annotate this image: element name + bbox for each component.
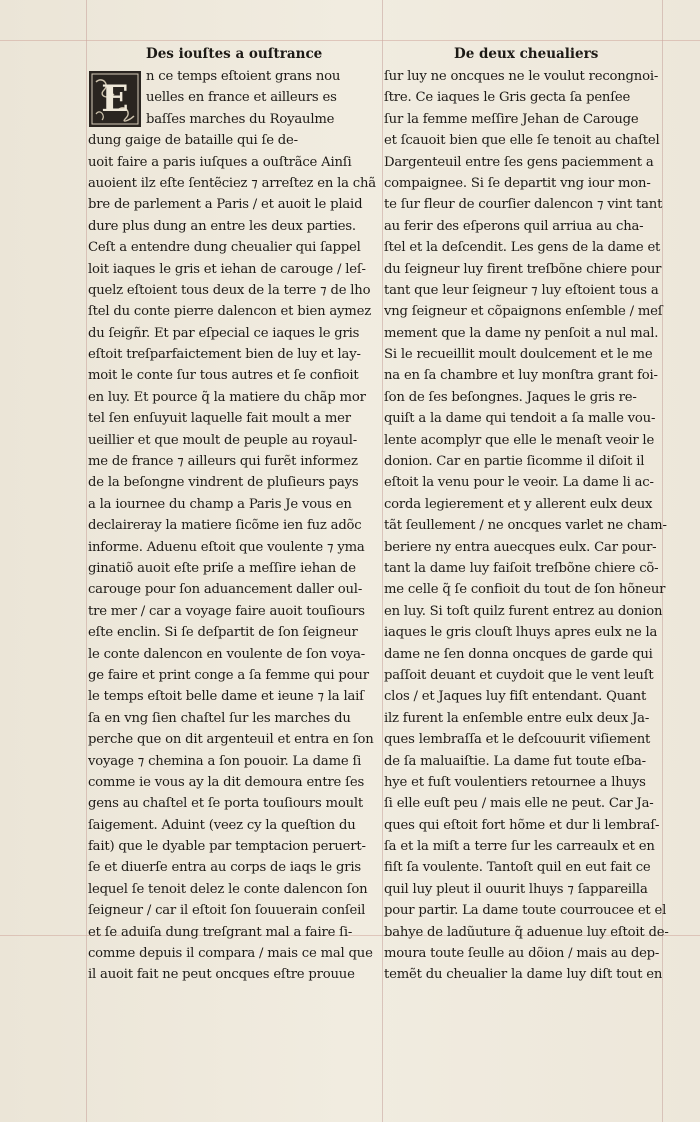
text-line: tant que leur ſeigneur ⁊ luy eſtoient tous a [384,282,659,298]
text-line: le temps eſtoit belle dame et ieune ⁊ la laiſ [88,689,364,705]
text-line: iaques le gris clouſt lhuys apres eulx ne la [384,625,658,641]
right-text-column [384,66,672,986]
text-line: uoit faire a paris iuſques a ouſtrãce Ainſi [88,154,352,170]
text-line: temẽt du cheualier la dame luy diſt tout en [384,967,663,983]
text-line: bre de parlement a Paris / et auoit le plaid [88,197,363,213]
text-line: quelz eſtoient tous deux de la terre ⁊ de lho [88,282,371,298]
text-line: gens au chaſtel et ſe porta touſiours moult [88,796,363,812]
text-line: de la beſongne vindrent de pluſieurs pays [88,475,359,491]
text-line: ſi elle euſt peu / mais elle ne peut. Car Ja- [384,796,654,812]
text-line: Dargenteuil entre ſes gens paciemment a [384,154,654,170]
text-line: ſe et diuerſe entra au corps de iaqs le gris [88,860,361,876]
text-line: dure plus dung an entre les deux parties. [88,218,356,234]
text-line: uelles en france et ailleurs es [146,90,337,106]
text-line: voyage ⁊ chemina a ſon pouoir. La dame ſi [88,753,362,769]
text-line: vng ſeigneur et cõpaignons enſemble / meſ [384,304,663,320]
text-line: informe. Aduenu eſtoit que voulente ⁊ yma [88,539,365,555]
text-line: beriere ny entra auecques eulx. Car pour- [384,539,657,555]
text-line: dame ne ſen donna oncques de garde qui [384,646,653,662]
text-line: paſſoit deuant et cuydoit que le vent leuſt [384,667,654,683]
text-line: bahye de ladũuture q̃ aduenue luy eſtoit de- [384,924,669,940]
text-line: en luy. Si toſt quilz furent entrez au donion [384,603,663,619]
text-line: dung gaige de bataille qui ſe de- [88,133,298,149]
text-line: a la iournee du champ a Paris Je vous en [88,496,352,512]
text-line: ueillier et que moult de peuple au royaul- [88,432,358,448]
text-line: loit iaques le gris et iehan de carouge / leſ- [88,261,366,277]
text-line: donion. Car en partie ſicomme il diſoit il [384,454,645,470]
text-line: et ſcauoit bien que elle ſe tenoit au chaſtel [384,133,660,149]
text-line: tel ſen enſuyuit laquelle fait moult a mer [88,411,351,427]
text-line: ſur luy ne oncques ne le voulut recongnoi- [384,69,659,84]
left-column-lines [88,66,376,986]
text-line: du ſeigneur luy firent treſbõne chiere pour [384,261,662,277]
text-line: ilz furent la enſemble entre eulx deux Ja- [384,710,650,726]
text-line: na en ſa chambre et luy monſtra grant foi- [384,368,658,384]
text-line: tãt ſeullement / ne oncques varlet ne cham- [384,518,667,534]
text-line: clos / et Jaques luy fiſt entendant. Quant [384,689,647,705]
text-line: ſon de ſes beſongnes. Jaques le gris re- [384,389,637,405]
text-line: ſaigement. Aduint (veez cy la queſtion du [88,817,356,833]
text-line: fiſt ſa voulente. Tantoſt quil en eut fait ce [384,860,651,876]
text-line: eſtoit la venu pour le veoir. La dame li ac- [384,475,654,491]
left-margin-rule [86,0,87,1122]
text-line: eſte enclin. Si ſe deſpartit de ſon ſeigneur [88,625,358,641]
text-line: ſa et la miſt a terre ſur les carreaulx et en [384,839,655,855]
text-line: il auoit fait ne peut oncques eſtre prouue [88,967,355,983]
text-line: ſa en vng ſien chaſtel ſur les marches du [88,710,351,726]
text-line: corda legierement et y allerent eulx deux [384,496,653,512]
running-head-right: De deux cheualiers [454,46,599,62]
text-line: declaireray la matiere ſicõme ien fuz adõc [88,518,362,534]
text-line: ſur la femme meſſire Jehan de Carouge [384,111,639,127]
text-line: ques lembraſſa et le deſcouurit viſiement [384,732,651,748]
text-line: carouge pour ſon aduancement daller oul- [88,582,363,598]
text-line: pour partir. La dame toute courroucee et el [384,903,667,919]
text-line: ſtel et la deſcendit. Les gens de la dame et [384,240,661,256]
text-line: Si le recueillit moult doulcement et le me [384,347,653,363]
text-line: Ceſt a entendre dung cheualier qui ſappel [88,240,361,256]
text-line: ſeigneur / car il eſtoit ſon ſouuerain conſeil [88,903,366,919]
running-head-left: Des iouſtes a ouſtrance [146,46,323,62]
text-line: perche que on dit argenteuil et entra en ſon [88,732,374,748]
text-line: au ferir des eſperons quil arriua au cha- [384,218,644,234]
text-line: comme ie vous ay la dit demoura entre ſes [88,774,365,790]
text-line: baſſes marches du Royaulme [146,111,335,127]
text-line: me celle q̃ ſe confioit du tout de ſon hõneur [384,582,666,598]
text-line: et ſe aduiſa dung treſgrant mal a faire ſi- [88,924,353,940]
text-line: mement que la dame ny penſoit a nul mal. [384,325,659,341]
text-line: ginatiõ auoit eſte priſe a meſſire iehan de [88,560,356,576]
column-divider-rule [382,0,383,1122]
text-line: de ſa maluaiſtie. La dame fut toute eſba- [384,753,646,769]
text-line: eſtoit treſparfaictement bien de luy et lay- [88,347,361,363]
text-line: te ſur fleur de courſier dalencon ⁊ vint tant [384,197,663,213]
text-line: fait) que le dyable par temptacion peruert- [88,839,366,855]
text-line: du ſeigñr. Et par eſpecial ce iaques le gris [88,325,360,341]
text-line: quil luy pleut il ouurit lhuys ⁊ ſappareilla [384,881,648,897]
text-line: tant la dame luy faiſoit treſbõne chiere cõ- [384,560,659,576]
text-line: compaignee. Si ſe departit vng iour mon- [384,175,651,191]
text-line: en luy. Et pource q̃ la matiere du chãp mor [88,389,366,405]
initial-letter-glyph: E [101,78,129,120]
text-line: comme depuis il compara / mais ce mal que [88,946,373,962]
text-line: lente acomplyr que elle le menaſt veoir le [384,432,655,448]
left-text-column [88,66,376,986]
text-line: moit le conte ſur tous autres et ſe confioit [88,368,359,384]
text-line: hye et fuſt voulentiers retournee a lhuys [384,774,646,790]
text-line: le conte dalencon en voulente de ſon voya- [88,646,366,662]
text-line: ſtel du conte pierre dalencon et bien aymez [88,304,371,320]
text-line: quiſt a la dame qui tendoit a ſa malle vou- [384,411,656,427]
text-line: auoient ilz eſte ſentẽciez ⁊ arreſtez en la chã [88,175,376,191]
text-line: me de france ⁊ ailleurs qui furẽt informez [88,454,358,470]
decorated-initial-letter [88,70,142,128]
text-line: ques qui eſtoit fort hõme et dur li lembraſ- [384,817,660,833]
text-line: tre mer / car a voyage faire auoit touſiours [88,603,365,619]
text-line: ge faire et print conge a ſa femme qui pour [88,667,369,683]
right-column-lines [384,66,672,986]
text-line: n ce temps eſtoient grans nou [146,69,341,84]
top-rule [0,40,700,41]
text-line: moura toute ſeulle au dõion / mais au dep- [384,946,660,962]
text-line: ſtre. Ce iaques le Gris gecta ſa penſee [384,90,631,106]
text-line: lequel ſe tenoit delez le conte dalencon ſon [88,881,368,897]
